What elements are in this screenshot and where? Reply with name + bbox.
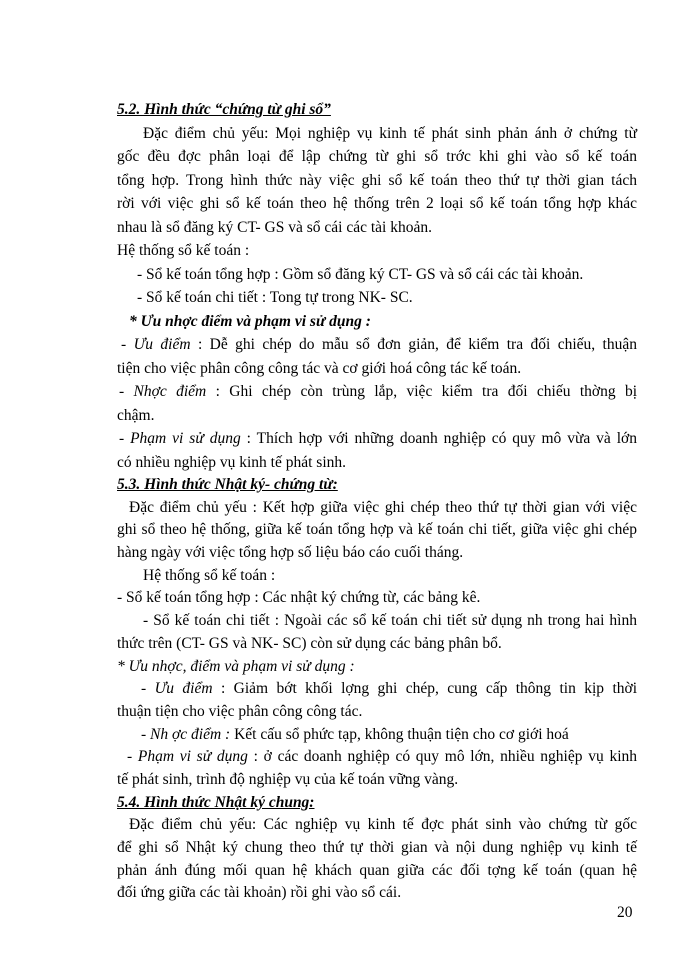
pros-line: - Ưu điểm : Dễ ghi chép do mẫu sổ đơn giản, để kiểm tra đối chiếu, thuận (121, 336, 637, 353)
paragraph-line: ghi sổ theo hệ thống, giữa kế toán tổng hợp và kế toán chi tiết, giữa việc ghi chép (117, 521, 637, 539)
page-number: 20 (617, 904, 633, 921)
paragraph-line: Đặc điểm chủ yếu: Mọi nghiệp vụ kinh tế phát sinh phản ánh ở chứng từ (143, 124, 637, 142)
list-item: - Sổ kế toán chi tiết : Ngoài các sổ kế toán chi tiết sử dụng nh trong hai hình (143, 612, 637, 630)
paragraph-line: Đặc điểm chủ yếu : Kết hợp giữa việc ghi chép theo thứ tự thời gian với việc (129, 498, 637, 516)
system-heading: Hệ thống sổ kế toán : (117, 242, 250, 259)
page-content (117, 98, 637, 905)
section-5-3-title: 5.3. Hình thức Nhật ký- chứng từ: (117, 476, 338, 493)
paragraph-line: tiện cho việc phân công công tác và cơ giới hoá công tác kế toán. (117, 359, 522, 377)
scope-line: - Phạm vi sử dụng : ở các doanh nghiệp có quy mô lớn, nhiều nghiệp vụ kinh (127, 748, 637, 766)
pros-cons-heading: * Ưu nhợc, điểm và phạm vi sử dụng : (117, 657, 355, 675)
paragraph-line: chậm. (117, 406, 155, 424)
paragraph-line: đối ứng giữa các tài khoản) rồi ghi vào sổ cái. (117, 884, 402, 902)
pros-line: - Ưu điểm : Giảm bớt khối lợng ghi chép, cung cấp thông tin kịp thời (141, 680, 637, 698)
paragraph-line: tế phát sinh, trình độ nghiệp vụ của kế toán vững vàng. (117, 770, 459, 788)
system-heading: Hệ thống sổ kế toán : (143, 566, 276, 584)
paragraph-line: để ghi sổ Nhật ký chung theo thứ tự thời gian và nội dung nghiệp vụ kinh tế (117, 839, 637, 856)
paragraph-line: rời với việc ghi sổ kế toán theo hệ thống trên 2 loại sổ kế toán tổng hợp khác (117, 195, 637, 212)
section-5-4-title: 5.4. Hình thức Nhật ký chung: (117, 793, 315, 811)
paragraph-line: có nhiều nghiệp vụ kinh tế phát sinh. (117, 453, 347, 471)
pros-cons-heading: * Ưu nhợc điểm và phạm vi sử dụng : (129, 312, 371, 330)
list-item: - Sổ kế toán tổng hợp : Gồm sổ đăng ký CT- GS và sổ cái các tài khoản. (137, 265, 584, 283)
list-item: - Sổ kế toán tổng hợp : Các nhật ký chứng từ, các bảng kê. (117, 589, 481, 607)
list-item: - Sổ kế toán chi tiết : Tong tự trong NK- SC. (137, 289, 413, 306)
paragraph-line: gốc đều đợc phân loại để lập chứng từ ghi sổ trớc khi ghi vào sổ kế toán (117, 148, 637, 165)
paragraph-line: thức trên (CT- GS và NK- SC) còn sử dụng các bảng phân bổ. (117, 634, 502, 652)
cons-line: - Nh ợc điểm : Kết cấu sổ phức tạp, không thuận tiện cho cơ giới hoá (141, 725, 569, 743)
cons-line: - Nhợc điểm : Ghi chép còn trùng lắp, việc kiểm tra đối chiếu thờng bị (119, 383, 637, 400)
paragraph-line: phản ánh đúng mối quan hệ khách quan giữa các đối tợng kế toán (quan hệ (117, 861, 637, 879)
scope-line: - Phạm vi sử dụng : Thích hợp với những doanh nghiệp có quy mô vừa và lớn (119, 430, 637, 447)
paragraph-line: thuận tiện cho việc phân công công tác. (117, 702, 363, 720)
paragraph-line: hàng ngày với việc tổng hợp số liệu báo cáo cuối tháng. (117, 544, 464, 562)
paragraph-line: nhau là sổ đăng ký CT- GS và sổ cái các tài khoản. (117, 218, 432, 236)
paragraph-line: Đặc điểm chủ yếu: Các nghiệp vụ kinh tế đợc phát sinh vào chứng từ gốc (129, 816, 637, 834)
paragraph-line: tổng hợp. Trong hình thức này việc ghi sổ kế toán theo thứ tự thời gian tách (117, 171, 637, 189)
section-5-2-title: 5.2. Hình thức “chứng từ ghi sổ” (117, 101, 331, 118)
